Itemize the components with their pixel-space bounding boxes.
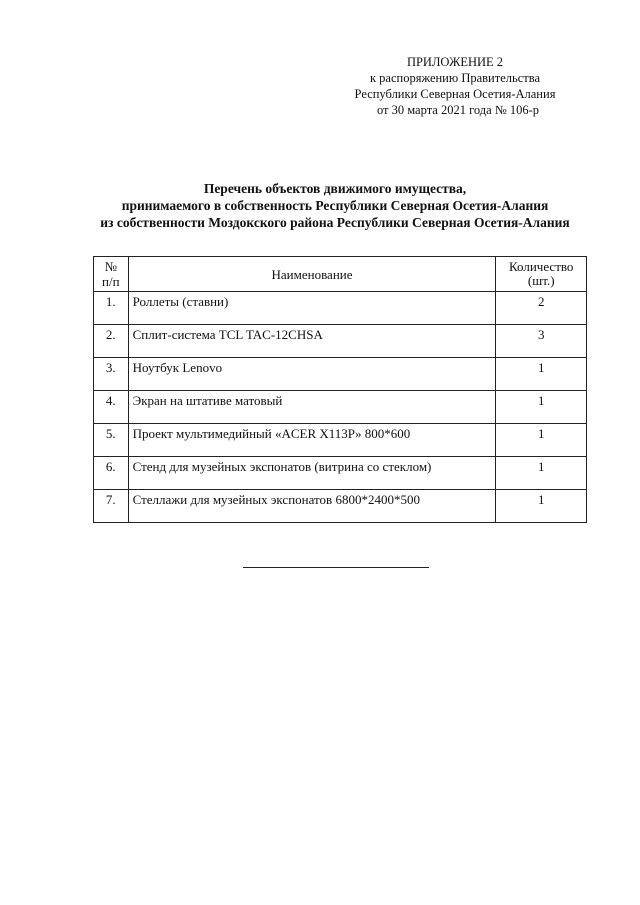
row-number: 5. <box>94 424 129 457</box>
row-name: Ноутбук Lenovo <box>128 358 496 391</box>
row-quantity: 1 <box>496 490 587 523</box>
appendix-date: от 30 марта 2021 года № 106-р <box>376 103 540 117</box>
row-name: Стеллажи для музейных экспонатов 6800*2400*500 <box>128 490 496 523</box>
header-number-line2: п/п <box>102 274 120 289</box>
title-line-2: принимаемого в собственность Республики Северная Осетия-Алания <box>121 198 549 213</box>
table-row <box>94 325 587 358</box>
table-row <box>94 457 587 490</box>
table-header-row <box>94 257 587 292</box>
appendix-reference: к распоряжению Правительства <box>369 71 540 85</box>
row-quantity: 1 <box>496 358 587 391</box>
header-number <box>94 257 129 292</box>
table-row <box>94 391 587 424</box>
header-number-line1: № <box>104 259 117 274</box>
row-name: Экран на штативе матовый <box>128 391 496 424</box>
row-quantity: 1 <box>496 424 587 457</box>
table-row <box>94 490 587 523</box>
appendix-label: ПРИЛОЖЕНИЕ 2 <box>406 55 504 69</box>
closing-divider <box>243 567 429 568</box>
row-name: Проект мультимедийный «ACER X113P» 800*600 <box>128 424 496 457</box>
row-quantity: 3 <box>496 325 587 358</box>
row-quantity: 1 <box>496 457 587 490</box>
header-quantity-line1: Количество <box>509 259 574 274</box>
row-number: 6. <box>94 457 129 490</box>
row-name: Сплит-система TCL TAC-12CHSA <box>128 325 496 358</box>
property-table <box>93 256 587 523</box>
row-name: Роллеты (ставни) <box>128 292 496 325</box>
row-number: 2. <box>94 325 129 358</box>
title-line-1: Перечень объектов движимого имущества, <box>203 181 467 196</box>
header-name: Наименование <box>128 257 496 292</box>
table-row <box>94 292 587 325</box>
row-name: Стенд для музейных экспонатов (витрина со стеклом) <box>128 457 496 490</box>
row-quantity: 1 <box>496 391 587 424</box>
row-number: 3. <box>94 358 129 391</box>
row-number: 1. <box>94 292 129 325</box>
table-row <box>94 358 587 391</box>
row-number: 4. <box>94 391 129 424</box>
appendix-header <box>340 54 570 118</box>
row-quantity: 2 <box>496 292 587 325</box>
appendix-government: Республики Северная Осетия-Алания <box>354 87 556 101</box>
header-quantity-line2: (шт.) <box>527 273 555 288</box>
title-line-3: из собственности Моздокского района Республики Северная Осетия-Алания <box>100 215 570 230</box>
document-title <box>40 180 630 231</box>
row-number: 7. <box>94 490 129 523</box>
header-quantity <box>496 257 587 292</box>
table-row <box>94 424 587 457</box>
